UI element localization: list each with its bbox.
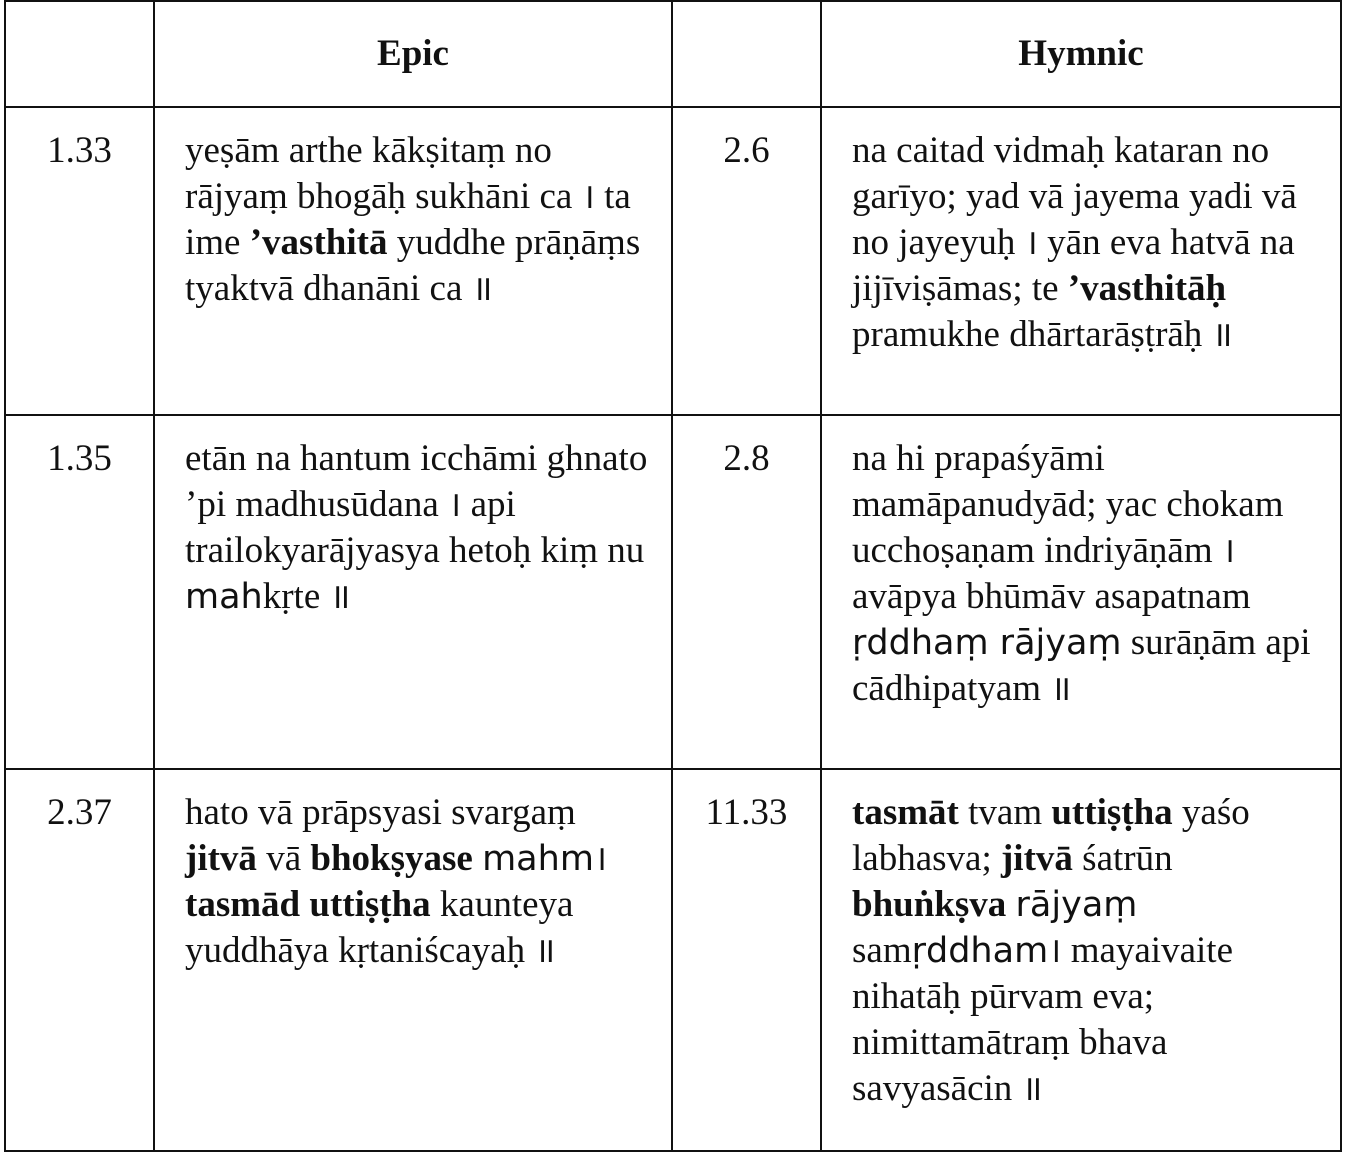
verse-segment: sam (852, 930, 912, 971)
verse-segment: yān eva hatvā na jijīviṣāmas; te (852, 222, 1295, 309)
verse-segment: tvam (958, 792, 1052, 833)
bold-phrase: ’vasthitā (249, 222, 388, 263)
verse-segment: etān na hantum icchāmi ghnato ’pi madhusūdana (185, 438, 648, 525)
verse-segment: । (1048, 931, 1062, 971)
verse-segment: na caitad vidmaḥ kataran no garīyo; yad vā jayema yadi vā no jayeyuḥ (852, 130, 1297, 263)
verse-segment: yaśo labhasva; (852, 792, 1250, 879)
verse-segment: ॥ (1021, 1069, 1043, 1109)
verse-segment: mayaivaite nihatāḥ pūrvam eva; nimittamātraṃ bhava savyasācin (852, 930, 1233, 1109)
epic-verse-ref: 2.37 (5, 769, 154, 1151)
verse-segment: śatrūn (1072, 838, 1173, 879)
verse-segment: ॥ (1050, 669, 1072, 709)
hymnic-verse-text (821, 107, 1341, 415)
verse-segment: mah (482, 839, 560, 879)
bold-phrase: bhokṣyase (310, 838, 473, 879)
header-epic-ref (5, 1, 154, 107)
bold-phrase: ’vasthitāḥ (1067, 268, 1227, 309)
verse-segment: । (1221, 531, 1236, 571)
verse-segment: hato vā prāpsyasi svargaṃ (185, 792, 576, 833)
table-row (5, 107, 1341, 415)
verse-segment: pramukhe dhārtarāṣṭrāḥ (852, 314, 1212, 355)
verse-segment: ॥ (471, 269, 493, 309)
verse-segment (1006, 884, 1015, 925)
hymnic-verse-ref: 2.6 (672, 107, 821, 415)
verse-segment: । (448, 485, 462, 525)
table-row (5, 415, 1341, 769)
epic-verse-text (154, 769, 672, 1151)
verse-segment: m (559, 839, 594, 879)
hymnic-verse-ref: 2.8 (672, 415, 821, 769)
verse-segment: vā (256, 838, 311, 879)
bold-phrase: tasmād uttiṣṭha (185, 884, 431, 925)
verse-segment: । (581, 177, 595, 217)
header-epic: Epic (154, 1, 672, 107)
hymnic-verse-text (821, 769, 1341, 1151)
bold-phrase: jitvā (185, 838, 257, 879)
verse-segment: kṣitaṃ no rājyaṃ bhogāḥ sukhāni ca (185, 130, 582, 217)
verse-segment: ṛddham (911, 931, 1049, 971)
comparison-table (4, 0, 1342, 1152)
verse-segment: rājyaṃ (1015, 885, 1138, 925)
epic-verse-text (154, 107, 672, 415)
verse-segment (473, 838, 482, 879)
epic-verse-ref: 1.33 (5, 107, 154, 415)
verse-segment: ॥ (329, 577, 351, 617)
header-hymnic-ref (672, 1, 821, 107)
verse-segment: avāpya bhūmāv asapatnam (852, 576, 1251, 617)
verse-segment: na hi prapaśyāmi mamāpanudyād; yac chokam ucchoṣaṇam indriyāṇām (852, 438, 1284, 571)
bold-phrase: tasmāt (852, 792, 959, 833)
bold-phrase: bhuṅkṣva (852, 884, 1007, 925)
bold-phrase: jitvā (1000, 838, 1073, 879)
verse-segment: ṛddhaṃ rājyaṃ (852, 623, 1122, 663)
header-row (5, 1, 1341, 107)
verse-segment: । (1024, 223, 1038, 263)
epic-verse-text (154, 415, 672, 769)
header-hymnic: Hymnic (821, 1, 1341, 107)
verse-segment: mah (185, 577, 263, 617)
verse-segment: yeṣām arthe kā (185, 130, 407, 171)
bold-phrase: uttiṣṭha (1051, 792, 1173, 833)
verse-segment: kṛte (262, 576, 330, 617)
verse-segment: ॥ (1211, 315, 1233, 355)
hymnic-verse-ref: 11.33 (672, 769, 821, 1151)
verse-segment: । (593, 839, 608, 879)
table-row (5, 769, 1341, 1151)
verse-segment: ta ime (185, 176, 631, 263)
verse-segment: kaunteya yuddhāya kṛtaniścayaḥ (185, 884, 574, 971)
hymnic-verse-text (821, 415, 1341, 769)
verse-segment: yuddhe prāṇāṃs tyaktvā dhanāni ca (185, 222, 641, 309)
verse-segment: ॥ (534, 931, 556, 971)
verse-segment: api trailokyarājyasya hetoḥ kiṃ nu (185, 484, 645, 571)
epic-verse-ref: 1.35 (5, 415, 154, 769)
verse-segment: surāṇām api cādhipatyam (852, 622, 1311, 709)
